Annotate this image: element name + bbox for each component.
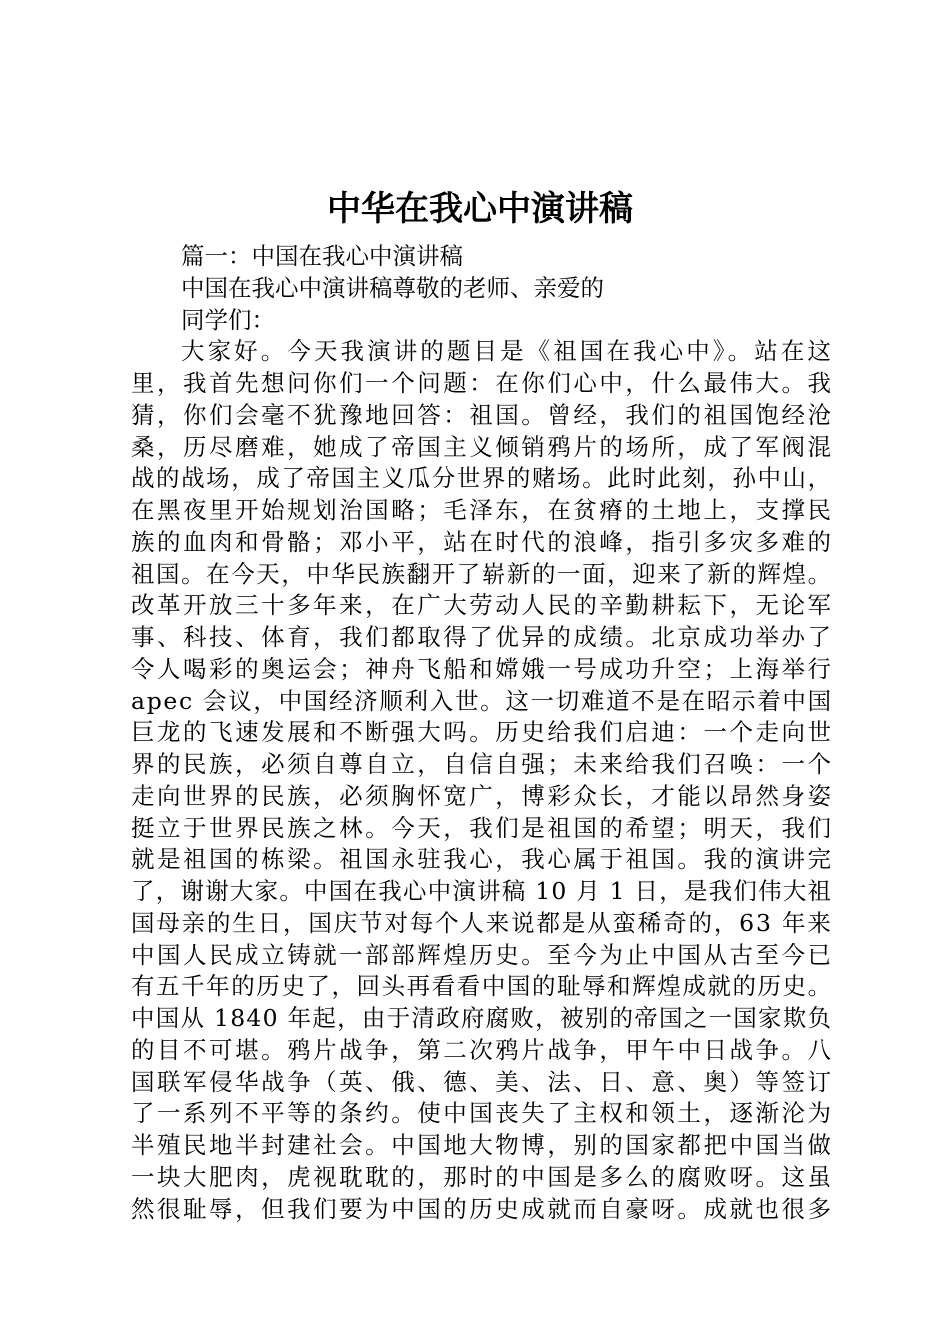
body-line: 篇一：中国在我心中演讲稿 <box>181 242 463 270</box>
body-line: 族的血肉和骨骼；邓小平，站在时代的浪峰，指引多灾多难的 <box>131 527 834 556</box>
body-line: 了一系列不平等的条约。使中国丧失了主权和领土，逐渐沦为 <box>131 1099 834 1128</box>
body-line: 改革开放三十多年来，在广大劳动人民的辛勤耕耘下，无论军 <box>131 591 834 620</box>
body-line: 一块大肥肉，虎视耽耽的，那时的中国是多么的腐败呀。这虽 <box>131 1162 834 1191</box>
body-line: 国母亲的生日，国庆节对每个人来说都是从蛮稀奇的，63 年来 <box>131 908 833 937</box>
body-line: 里，我首先想问你们一个问题：在你们心中，什么最伟大。我 <box>131 369 834 397</box>
body-line: 的目不可堪。鸦片战争，第二次鸦片战争，甲午中日战争。八 <box>131 1035 834 1064</box>
body-line: 中国在我心中演讲稿尊敬的老师、亲爱的 <box>181 273 604 302</box>
body-line: 令人喝彩的奥运会；神舟飞船和嫦娥一号成功升空；上海举行 <box>131 654 834 683</box>
body-line: 界的民族，必须自尊自立，自信自强；未来给我们召唤：一个 <box>131 750 834 778</box>
body-line: 事、科技、体育，我们都取得了优异的成绩。北京成功举办了 <box>131 623 834 651</box>
body-line: 在黑夜里开始规划治国略；毛泽东，在贫瘠的土地上，支撑民 <box>131 496 834 524</box>
body-line: 有五千年的历史了，回头再看看中国的耻辱和辉煌成就的历史。 <box>131 972 833 1001</box>
body-line: 祖国。在今天，中华民族翻开了崭新的一面，迎来了新的辉煌。 <box>131 559 833 588</box>
body-line: apec 会议，中国经济顺利入世。这一切难道不是在昭示着中国 <box>131 686 833 715</box>
body-line: 同学们： <box>181 305 275 334</box>
body-line: 走向世界的民族，必须胸怀宽广，博彩众长，才能以昂然身姿 <box>131 781 834 810</box>
body-line: 桑，历尽磨难，她成了帝国主义倾销鸦片的场所，成了军阀混 <box>131 432 834 461</box>
body-line: 了，谢谢大家。中国在我心中演讲稿 10 月 1 日，是我们伟大祖 <box>131 877 833 905</box>
body-line: 巨龙的飞速发展和不断强大吗。历史给我们启迪：一个走向世 <box>131 718 834 747</box>
body-line: 半殖民地半封建社会。中国地大物博，别的国家都把中国当做 <box>131 1131 834 1159</box>
body-line: 就是祖国的栋梁。祖国永驻我心，我心属于祖国。我的演讲完 <box>131 845 834 874</box>
body-line: 中国从 1840 年起，由于清政府腐败，被别的帝国之一国家欺负 <box>131 1004 833 1032</box>
body-line: 然很耻辱，但我们要为中国的历史成就而自豪呀。成就也很多 <box>131 1194 834 1223</box>
body-line: 国联军侵华战争（英、俄、德、美、法、日、意、奥）等签订 <box>131 1067 834 1096</box>
body-line: 大家好。今天我演讲的题目是《祖国在我心中》。站在这 <box>181 337 834 366</box>
body-line: 中国人民成立铸就一部部辉煌历史。至今为止中国从古至今已 <box>131 940 834 969</box>
document-title: 中华在我心中演讲稿 <box>327 189 633 229</box>
body-line: 战的战场，成了帝国主义瓜分世界的赌场。此时此刻，孙中山， <box>131 464 833 493</box>
body-line: 挺立于世界民族之林。今天，我们是祖国的希望；明天，我们 <box>131 813 834 842</box>
body-line: 猜，你们会毫不犹豫地回答：祖国。曾经，我们的祖国饱经沧 <box>131 400 834 429</box>
